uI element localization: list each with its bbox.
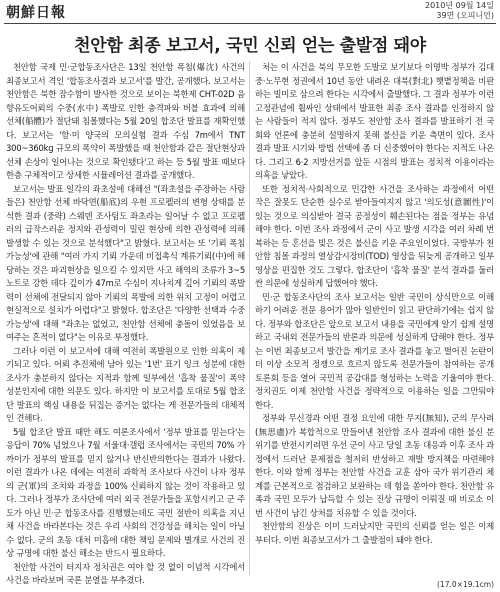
article-column-right — [255, 61, 494, 575]
masthead — [0, 0, 500, 24]
clipping-size-note: (17.0×19.1cm) — [437, 580, 494, 589]
publish-date: 2010년 09월 14일 — [425, 1, 494, 10]
paragraph: 민·군 합동조사단의 조사 보고서는 일반 국민이 상식만으로 이해하기 어려운 전문 용어가 많아 일반인이 읽고 판단하기에는 쉽지 않다. 정부와 합조단은 앞으로 보고서 내용을 국민에게 알기 쉽게 설명하고 국내외 전문가들의 반론과 의문에 성실하게 답해야 한다. 정부는 이번 최종보고서 발간을 계기로 조사 결과를 놓고 벌어진 논란이 더 이상 소모적 정쟁으로 흐르지 않도록 전문가들이 참여하는 공개 토론회 등을 열어 국민적 공감대를 형성하는 노력을 기울여야 한다. 정치권도 이제 천안함 사건을 정략적으로 이용하는 일을 그만둬야 한다. — [255, 291, 494, 410]
column-divider — [249, 61, 250, 575]
paragraph: 그러나 이런 이 보고서에 대해 여전히 폭발원으로 인한 의혹이 제기되고 있다. 어뢰 추진체에 남아 있는 '1번' 표기 잉크 성분에 대한 조사가 충분하지 않다는 지적과 함께 일부에선 '흡착 물질'이 폭약 성분인지에 대한 의문도 있다. 하지만 이 보고서를 토대로 5월 합조단 발표의 핵심 내용을 뒤집는 증거는 없다는 게 전문가들의 대체적인 견해다. — [6, 345, 245, 423]
paragraph: 5월 합조단 발표 때만 해도 여론조사에서 '정부 발표를 믿는다'는 응답이 70% 넘었으나 7월 서울대·갤럽 조사에서는 국민의 70% 가까이가 정부의 발표를 믿지 않거나 반신반의한다는 결과가 나왔다. 이런 결과가 나온 데에는 여전히 과학적 조사보다 사건이 나자 정부의 군(軍)의 조치와 과정을 100% 신뢰하지 않는 것이 작용하고 있다. 그러나 정부가 조사단에 여러 외국 전문가들을 포함시키고 군 주도가 아닌 민·군 합동조사를 진행했는데도 국민 절반이 의혹을 지닌 채 사건을 바라본다는 것은 우리 사회의 건강성을 해치는 일이 아닐 수 없다. 군의 초동 대처 미흡에 대한 책임 문제와 별개로 사건의 진상 규명에 대한 불신 해소는 반드시 필요하다. — [6, 426, 245, 558]
dateline — [425, 1, 494, 21]
newspaper-brand: 朝鮮日報 — [6, 5, 66, 21]
paragraph: 천안함 사건이 터지자 정치권은 여야 할 것 없이 이념적 시각에서 사건을 바라보며 국론 분열을 부추겼다. — [6, 561, 245, 585]
paragraph: 천안함 국제 민·군합동조사단은 13일 천안함 폭침(爆沈) 사건의 최종보고서 격인 '합동조사결과 보고서'를 발간, 공개했다. 보고서는 천안함은 북한 잠수함이 발사한 것으로 보이는 북한제 CHT-02D 음향유도어뢰의 수중(水中) 폭발로 인한 충격파와 버블 효과에 의해 선체(船體)가 절단돼 침몰했다는 5월 20일 합조단 발표를 재확인했다. 보고서는 '함·미 양국의 모의실험 결과 수심 7m에서 TNT 300~360kg 규모의 폭약이 폭발했을 때 천안함과 같은 절단현상과 선체 손상이 일어나는 것으로 확인됐다'고 하는 등 5월 발표 때보다 한층 구체적이고 상세한 시뮬레이션 결과를 공개했다. — [6, 62, 245, 180]
page-section: 39면 (오피니언) — [436, 11, 494, 20]
paragraph: 정부와 무신경과 어떤 결정 요인에 대한 무지(無知), 군의 무사려(無思慮)가 복합적으로 만들어낸 천안함 조사 결과에 대한 불신 분위기를 반전시키려면 우선 군이 사고 당일 초동 대응과 이후 조사 과정에서 드러난 문제점을 철저히 반성하고 재발 방지책을 마련해야 한다. 이와 함께 정부는 천안함 사건을 교훈 삼아 국가 위기관리 체계를 근본적으로 점검하고 보완하는 데 힘을 쏟아야 한다. 천안함 유족과 국민 모두가 납득할 수 있는 진상 규명이 이뤄질 때 비로소 이번 사건이 남긴 상처를 치유할 수 있을 것이다. — [255, 413, 494, 518]
article-column-left — [6, 61, 245, 585]
paragraph: 처는 이 사건을 북의 무모한 도발로 보기보다 이명박 정부가 김대중·노무현 정권에서 10년 동안 내려온 대북(對北) 햇볕정책을 비판하는 빌미로 삼으려 한다는 시각에서 출발했다. 그 결과 정부가 이런 고정관념에 휩싸인 상태에서 발표한 최종 조사 결과를 인정하지 않는 사람들이 적지 않다. 정부도 천안함 조사 결과를 발표하기 전 국회와 언론에 충분히 설명하지 못해 불신을 키운 측면이 있다. 조사 결과 발표 시기와 방법 선택에 좀 더 신중했어야 한다는 지적도 나온다. 그리고 6·2 지방선거를 앞둔 시점의 발표는 정치적 이용이라는 의혹을 낳았다. — [255, 62, 494, 180]
paragraph: 천안함의 진상은 이미 드러났지만 국민의 신뢰를 얻는 일은 이제부터다. 이번 최종보고서가 그 출발점이 돼야 한다. — [255, 521, 494, 545]
masthead-divider — [4, 23, 496, 24]
paragraph: 보고서는 발표 일각의 좌초설에 대해선 "(좌초설을 주장하는 사람들은) 천안함 선체 바닥면(船底)의 우현 프로펠러의 변형 상태를 분석한 결과 (중략) 스웨덴 조사팀도 좌초라는 일어날 수 없고 프로펠러의 급작스러운 정지와 관성력이 밀린 현상에 의한 관성력에 의해 발생할 수 있는 것으로 분석했다"고 밝혔다. 보고서는 또 '기뢰 폭침 가능성'에 관해 "여러 가지 기뢰 가운데 비접촉식 계류기뢰(中)에 해당하는 것은 파괴현상을 일으킬 수 있지만 사고 해역의 조류가 3~5노트로 강한 데다 깊이가 47m로 수심이 지나치게 깊어 기뢰의 폭발력이 선체에 전달되지 않아 기뢰의 폭발에 의한 위치 고정이 어렵고 현실적으로 설치가 어렵다"고 밝혔다. 합조단은 '다양한 선택과 수중 가능성'에 대해 "좌초는 없었고, 천안함 선체에 충돌이 있었음을 보여주는 흔적이 없다"는 이유로 부정했다. — [6, 183, 245, 342]
article-headline: 천안함 최종 보고서, 국민 신뢰 얻는 출발점 돼야 — [74, 36, 426, 56]
paragraph: 또한 정치적·사회적으로 민감한 사건을 조사하는 과정에서 어떤 작은 잘못도 단순한 실수로 받아들여지지 않고 '의도성(意圖性)'이 있는 것으로 의심받아 결국 공정성이 훼손된다는 점을 정부는 유념해야 한다. 이번 조사 과정에서 군이 사고 발생 시각을 여러 차례 번복하는 등 혼선을 빚은 것은 불신을 키운 주요인이었다. 국방부가 천안함 침몰 과정의 열상감시장비(TOD) 영상을 뒤늦게 공개하고 일부 영상을 편집한 것도 그렇다. 합조단이 '흡착 물질' 분석 결과를 둘러싼 의문에 성실하게 답했어야 했다. — [255, 183, 494, 288]
